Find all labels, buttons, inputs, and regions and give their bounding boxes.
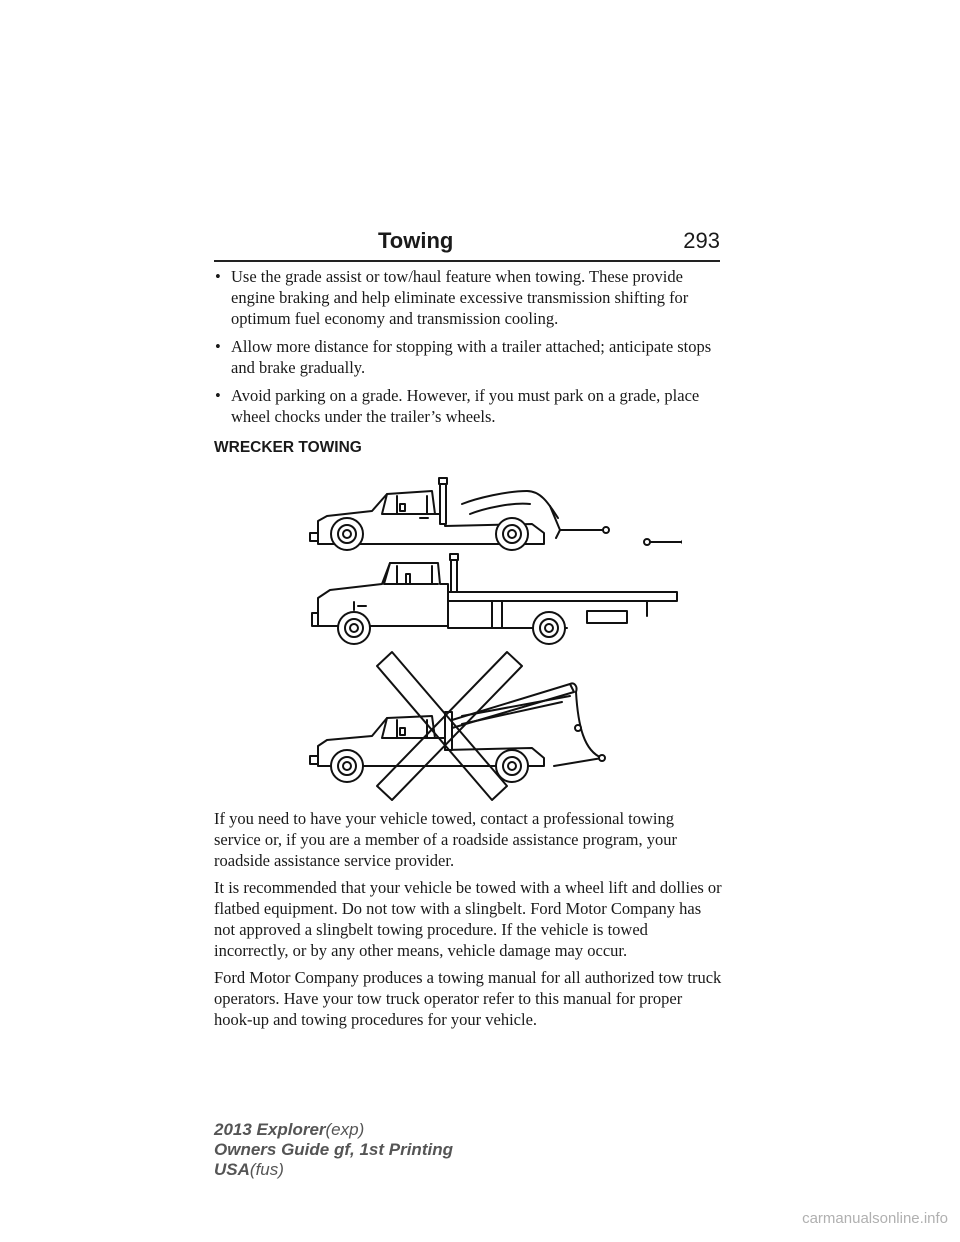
footer-line	[214, 1120, 453, 1140]
body-paragraph: If you need to have your vehicle towed, contact a professional towing service or, if you are a member of a roadside assistance program, your roadside assistance service provider.	[214, 809, 677, 870]
footer-guide: Owners Guide gf, 1st Printing	[214, 1140, 453, 1159]
watermark: carmanualsonline.info	[802, 1210, 948, 1227]
section-title: Towing	[378, 228, 454, 253]
bullet-dot-icon: •	[215, 386, 221, 405]
document-footer	[214, 1120, 453, 1180]
footer-line	[214, 1160, 453, 1180]
bullet-item	[214, 385, 724, 427]
bullet-text: Use the grade assist or tow/haul feature when towing. These provide engine braking and help eliminate excessive transmission shifting for optimum fuel economy and transmission cooling.	[231, 267, 689, 328]
bullet-dot-icon: •	[215, 337, 221, 356]
footer-model: 2013 Explorer	[214, 1120, 326, 1139]
footer-line	[214, 1140, 453, 1160]
page-header	[214, 228, 720, 262]
footer-market-code: (fus)	[249, 1160, 284, 1179]
bullet-item	[214, 336, 724, 378]
bullet-text: Avoid parking on a grade. However, if you must park on a grade, place wheel chocks under the trailer’s wheels.	[231, 386, 700, 426]
footer-market: USA	[214, 1160, 250, 1179]
bullet-dot-icon: •	[215, 267, 221, 286]
footer-model-code: (exp)	[325, 1120, 365, 1139]
page-content	[214, 266, 724, 1036]
bullet-text: Allow more distance for stopping with a trailer attached; anticipate stops and brake gradually.	[231, 337, 712, 377]
body-paragraph: Ford Motor Company produces a towing manual for all authorized tow truck operators. Have your tow truck operator refer to this manual for proper hook-up and towing procedures for your vehicle.	[214, 968, 722, 1029]
bullet-item	[214, 266, 724, 329]
section-heading: WRECKER TOWING	[214, 439, 362, 456]
body-paragraph: It is recommended that your vehicle be towed with a wheel lift and dollies or flatbed equipment. Do not tow with a slingbelt. Ford Motor Company has not approved a slingbelt towing procedure. If the vehicle is towed incorrectly, or by any other means, vehicle damage may occur.	[214, 878, 722, 960]
wheel-lift-truck-icon	[310, 478, 682, 550]
page-number: 293	[683, 228, 720, 253]
tow-truck-illustration	[302, 466, 682, 802]
flatbed-truck-icon	[312, 554, 677, 644]
